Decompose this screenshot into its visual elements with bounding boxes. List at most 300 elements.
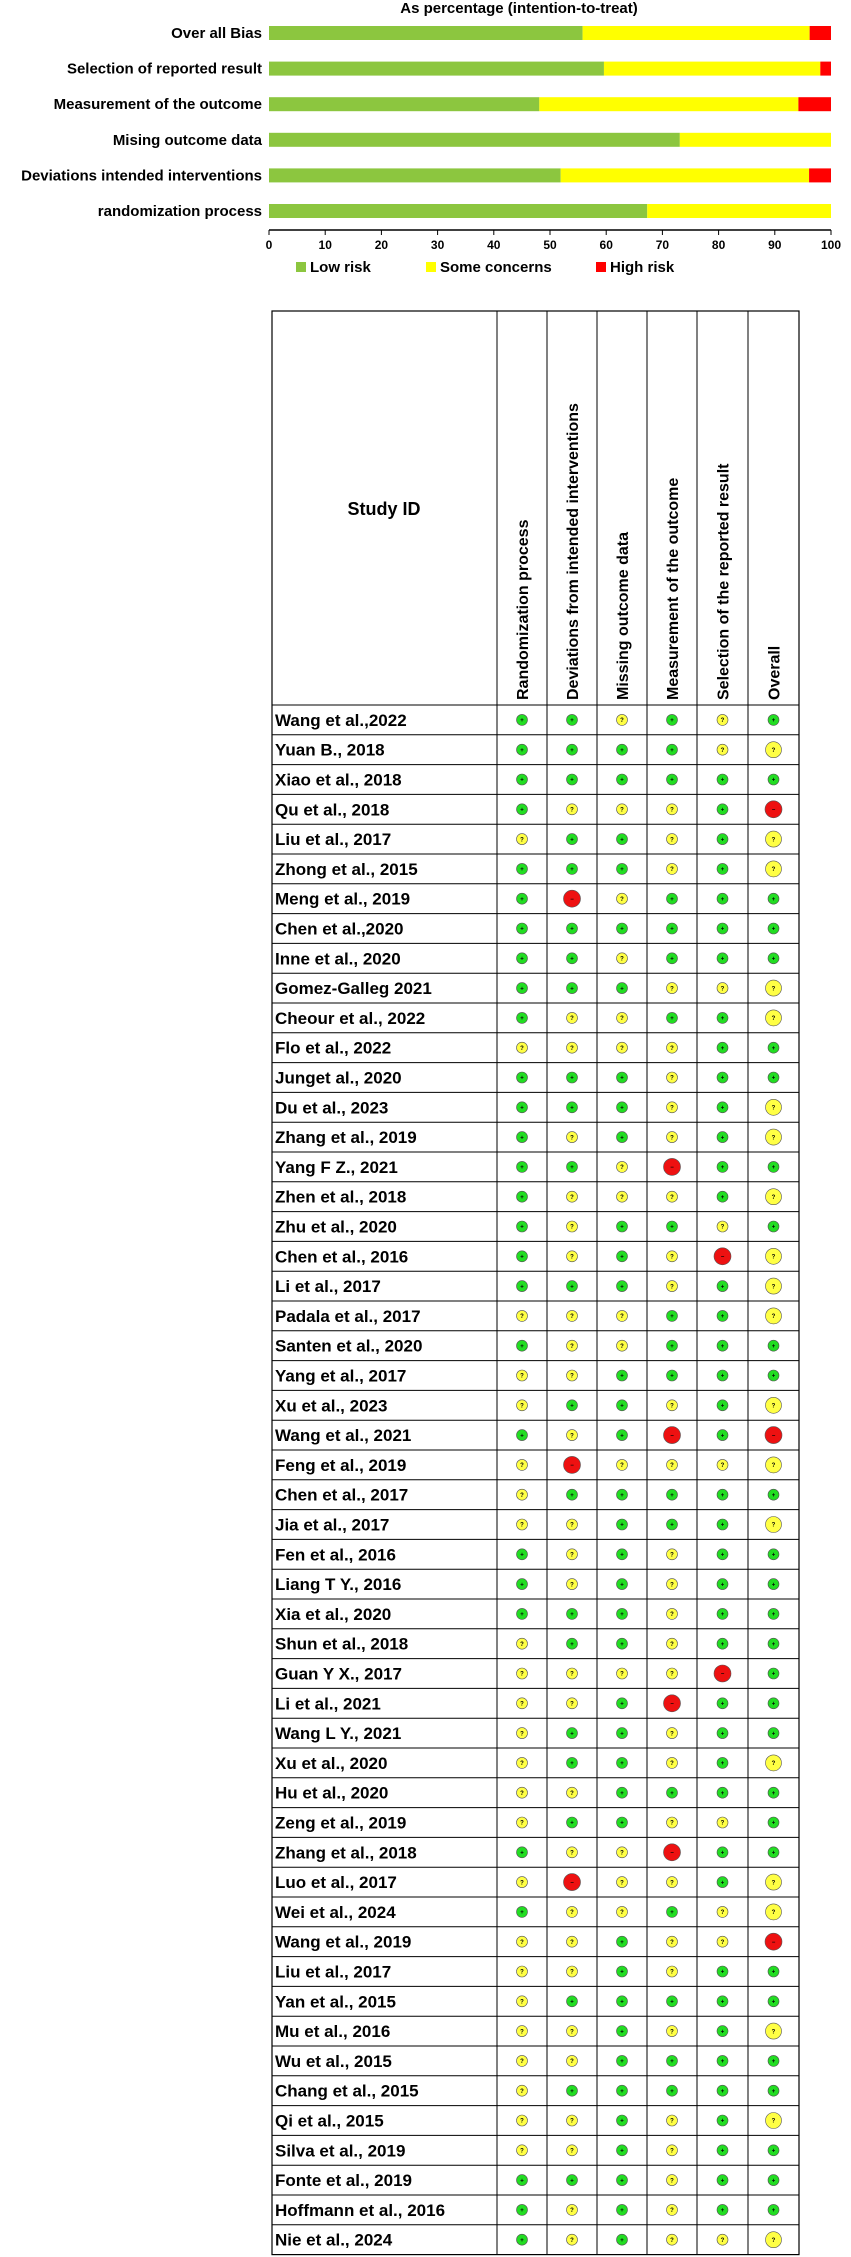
risk-symbol: + — [720, 1403, 725, 1410]
risk-symbol: + — [720, 837, 725, 844]
risk-symbol: ? — [620, 1671, 624, 1678]
risk-symbol: ? — [771, 1522, 776, 1529]
risk-symbol: + — [620, 2088, 624, 2095]
risk-symbol: + — [720, 1343, 725, 1350]
risk-symbol: ? — [620, 1194, 624, 1201]
risk-symbol: ? — [620, 1314, 624, 1321]
risk-symbol: ? — [570, 1135, 574, 1142]
risk-symbol: + — [570, 747, 574, 754]
risk-symbol: + — [771, 1552, 776, 1559]
risk-symbol: + — [620, 2059, 624, 2066]
domain-header: Randomization process — [515, 519, 532, 700]
risk-symbol: + — [520, 2178, 524, 2185]
risk-symbol: + — [620, 1254, 624, 1261]
risk-symbol: + — [620, 1552, 624, 1559]
risk-symbol: + — [720, 1075, 725, 1082]
risk-symbol: + — [520, 1254, 524, 1261]
risk-symbol: ? — [670, 2237, 674, 2244]
x-tick-label: 40 — [487, 238, 501, 252]
risk-symbol: + — [620, 1641, 624, 1648]
risk-symbol: + — [620, 1761, 624, 1768]
risk-symbol: + — [720, 956, 725, 963]
risk-symbol: ? — [771, 747, 776, 754]
risk-symbol: + — [520, 747, 524, 754]
risk-symbol: + — [720, 1194, 725, 1201]
study-id: Yang F Z., 2021 — [275, 1157, 398, 1177]
risk-symbol: + — [720, 1165, 725, 1172]
risk-symbol: + — [520, 1433, 524, 1440]
risk-symbol: ? — [670, 807, 674, 814]
risk-symbol: ? — [520, 1045, 524, 1052]
risk-symbol: ? — [771, 837, 776, 844]
risk-symbol: ? — [771, 1463, 776, 1470]
risk-symbol: ? — [620, 718, 624, 725]
risk-symbol: ? — [570, 1224, 574, 1231]
domain-header: Overall — [766, 645, 784, 700]
risk-symbol: ? — [771, 1761, 776, 1768]
risk-symbol: + — [670, 1224, 674, 1231]
legend-label: Low risk — [310, 259, 371, 276]
risk-symbol: + — [620, 1820, 624, 1827]
risk-symbol: ? — [771, 2029, 776, 2036]
risk-symbol: ? — [720, 1939, 725, 1946]
study-id: Yan et al., 2015 — [275, 1992, 396, 2012]
risk-symbol: + — [620, 1433, 624, 1440]
risk-symbol: ? — [771, 1284, 776, 1291]
risk-symbol: ? — [520, 1522, 524, 1529]
risk-symbol: + — [771, 1582, 776, 1589]
risk-symbol: + — [720, 2059, 725, 2066]
study-id: Xu et al., 2020 — [275, 1753, 388, 1773]
risk-symbol: ? — [670, 1820, 674, 1827]
risk-symbol: ? — [670, 1969, 674, 1976]
risk-symbol: + — [670, 926, 674, 933]
risk-symbol: ? — [620, 1165, 624, 1172]
risk-symbol: + — [720, 2118, 725, 2125]
risk-symbol: + — [771, 1999, 776, 2006]
study-id: Padala et al., 2017 — [275, 1306, 421, 1326]
x-tick-label: 30 — [430, 238, 445, 252]
risk-symbol: ? — [570, 2029, 574, 2036]
study-id: Zhang et al., 2019 — [275, 1128, 417, 1148]
risk-symbol: + — [620, 777, 624, 784]
risk-symbol: ? — [670, 2208, 674, 2215]
risk-symbol: + — [520, 1075, 524, 1082]
risk-symbol: ? — [670, 1105, 674, 1112]
risk-symbol: + — [771, 2088, 776, 2095]
category-label: Mising outcome data — [112, 131, 262, 149]
risk-symbol: + — [720, 1433, 725, 1440]
risk-symbol: ? — [670, 1641, 674, 1648]
risk-symbol: + — [570, 1492, 574, 1499]
risk-symbol: ? — [520, 1671, 524, 1678]
risk-symbol: + — [771, 1165, 776, 1172]
risk-symbol: + — [771, 1790, 776, 1797]
risk-symbol: + — [720, 777, 725, 784]
risk-symbol: + — [620, 2148, 624, 2155]
risk-symbol: + — [771, 1731, 776, 1738]
risk-symbol: ? — [520, 2118, 524, 2125]
risk-symbol: + — [520, 777, 524, 784]
study-id: Cheour et al., 2022 — [275, 1008, 426, 1028]
risk-symbol: + — [520, 807, 524, 814]
risk-symbol: + — [570, 1284, 574, 1291]
risk-symbol: + — [570, 2088, 574, 2095]
risk-symbol: + — [771, 777, 776, 784]
risk-symbol: + — [570, 1999, 574, 2006]
risk-symbol: + — [720, 1790, 725, 1797]
risk-symbol: + — [720, 1969, 725, 1976]
risk-symbol: ? — [570, 807, 574, 814]
risk-symbol: ? — [620, 1880, 624, 1887]
risk-symbol: ? — [620, 1850, 624, 1857]
risk-symbol: ? — [520, 1492, 524, 1499]
risk-symbol: + — [670, 1314, 674, 1321]
risk-symbol: ? — [570, 1701, 574, 1708]
risk-symbol: ? — [771, 1135, 776, 1142]
risk-symbol: ? — [570, 2237, 574, 2244]
category-label: Measurement of the outcome — [53, 96, 262, 114]
risk-symbol: + — [620, 2178, 624, 2185]
risk-symbol: + — [670, 896, 674, 903]
risk-symbol: + — [620, 1224, 624, 1231]
risk-symbol: ? — [570, 1850, 574, 1857]
study-id: Mu et al., 2016 — [275, 2022, 391, 2042]
risk-symbol: ? — [620, 1045, 624, 1052]
risk-symbol: + — [520, 1224, 524, 1231]
risk-symbol: + — [520, 1284, 524, 1291]
risk-symbol: − — [570, 1463, 574, 1470]
risk-symbol: + — [570, 1641, 574, 1648]
risk-symbol: + — [670, 1016, 674, 1023]
risk-symbol: − — [670, 1433, 674, 1440]
risk-symbol: ? — [670, 867, 674, 874]
risk-symbol: ? — [520, 1641, 524, 1648]
risk-symbol: + — [720, 1314, 725, 1321]
risk-symbol: ? — [771, 986, 776, 993]
risk-symbol: ? — [670, 1045, 674, 1052]
risk-symbol: ? — [620, 1910, 624, 1917]
study-id: Hu et al., 2020 — [275, 1783, 389, 1803]
risk-symbol: + — [620, 926, 624, 933]
risk-symbol: ? — [670, 1761, 674, 1768]
risk-symbol: ? — [670, 1880, 674, 1887]
risk-symbol: ? — [670, 1254, 674, 1261]
risk-symbol: + — [670, 1373, 674, 1380]
risk-symbol: + — [771, 718, 776, 725]
study-id: Wei et al., 2024 — [275, 1902, 396, 1922]
risk-symbol: ? — [520, 1314, 524, 1321]
study-id-header: Study ID — [347, 499, 421, 519]
domain-header: Deviations from intended interventions — [565, 403, 582, 700]
risk-symbol: − — [771, 807, 776, 814]
x-tick-label: 20 — [374, 238, 389, 252]
risk-symbol: ? — [720, 1224, 725, 1231]
risk-symbol: ? — [670, 1194, 674, 1201]
risk-symbol: + — [520, 867, 524, 874]
risk-symbol: + — [620, 1969, 624, 1976]
category-label: Selection of reported result — [66, 60, 262, 78]
study-id: Flo et al., 2022 — [275, 1038, 392, 1058]
risk-symbol: ? — [670, 2148, 674, 2155]
risk-symbol: + — [670, 2059, 674, 2066]
risk-symbol: + — [620, 2208, 624, 2215]
risk-symbol: + — [620, 1790, 624, 1797]
risk-symbol: ? — [570, 1194, 574, 1201]
risk-symbol: + — [771, 2148, 776, 2155]
risk-symbol: + — [771, 1671, 776, 1678]
study-id: Liu et al., 2017 — [275, 1962, 392, 1982]
risk-symbol: + — [720, 2208, 725, 2215]
risk-symbol: ? — [520, 837, 524, 844]
risk-symbol: + — [670, 747, 674, 754]
risk-symbol: + — [570, 956, 574, 963]
risk-symbol: ? — [670, 1552, 674, 1559]
risk-symbol: + — [520, 1165, 524, 1172]
risk-symbol: + — [570, 1165, 574, 1172]
study-id: Qu et al., 2018 — [275, 800, 390, 820]
risk-symbol: ? — [570, 2208, 574, 2215]
risk-symbol: + — [520, 2237, 524, 2244]
study-id: Chen et al., 2016 — [275, 1247, 409, 1267]
risk-symbol: ? — [670, 2029, 674, 2036]
risk-symbol: + — [670, 1910, 674, 1917]
risk-symbol: + — [520, 1910, 524, 1917]
risk-symbol: + — [620, 1731, 624, 1738]
study-id: Silva et al., 2019 — [275, 2141, 406, 2161]
risk-symbol: + — [520, 1016, 524, 1023]
risk-symbol: ? — [520, 1820, 524, 1827]
study-id: Xu et al., 2023 — [275, 1396, 388, 1416]
risk-symbol: ? — [771, 867, 776, 874]
risk-symbol: + — [520, 1135, 524, 1142]
study-id: Chen et al.,2020 — [275, 919, 404, 939]
risk-symbol: + — [620, 1701, 624, 1708]
risk-symbol: ? — [520, 2088, 524, 2095]
risk-symbol: + — [670, 956, 674, 963]
risk-symbol: ? — [771, 2118, 776, 2125]
risk-symbol: ? — [520, 1880, 524, 1887]
risk-symbol: + — [620, 837, 624, 844]
study-id: Feng et al., 2019 — [275, 1455, 407, 1475]
study-id: Qi et al., 2015 — [275, 2111, 384, 2131]
risk-symbol: + — [720, 1880, 725, 1887]
risk-symbol: + — [620, 1492, 624, 1499]
risk-symbol: + — [570, 926, 574, 933]
study-id: Li et al., 2017 — [275, 1277, 381, 1297]
risk-symbol: ? — [570, 2118, 574, 2125]
study-id: Inne et al., 2020 — [275, 949, 401, 969]
risk-symbol: − — [570, 896, 574, 903]
risk-symbol: + — [520, 896, 524, 903]
risk-symbol: ? — [570, 1433, 574, 1440]
risk-symbol: ? — [520, 2059, 524, 2066]
study-id: Hoffmann et al., 2016 — [275, 2200, 446, 2220]
risk-symbol: + — [520, 1105, 524, 1112]
risk-symbol: ? — [720, 1820, 725, 1827]
study-id: Nie et al., 2024 — [275, 2230, 393, 2250]
x-tick-label: 100 — [820, 238, 842, 252]
study-id: Wu et al., 2015 — [275, 2051, 392, 2071]
risk-symbol: + — [720, 926, 725, 933]
risk-symbol: ? — [520, 1761, 524, 1768]
risk-symbol: ? — [520, 2029, 524, 2036]
risk-symbol: + — [670, 1492, 674, 1499]
risk-symbol: ? — [720, 1910, 725, 1917]
risk-symbol: + — [570, 1731, 574, 1738]
risk-symbol: + — [771, 1820, 776, 1827]
domain-header: Missing outcome data — [615, 531, 632, 700]
study-id: Yuan B., 2018 — [275, 740, 385, 760]
risk-symbol: + — [720, 1552, 725, 1559]
risk-symbol: + — [720, 1761, 725, 1768]
category-label: randomization process — [97, 203, 262, 220]
risk-symbol: ? — [771, 1880, 776, 1887]
risk-symbol: + — [771, 1045, 776, 1052]
risk-symbol: + — [570, 718, 574, 725]
risk-symbol: ? — [670, 1075, 674, 1082]
risk-symbol: + — [620, 1939, 624, 1946]
x-tick-label: 0 — [265, 238, 273, 252]
study-id: Zhen et al., 2018 — [275, 1187, 407, 1207]
risk-symbol: + — [620, 1612, 624, 1619]
risk-symbol: + — [620, 1582, 624, 1589]
risk-symbol: + — [570, 1105, 574, 1112]
risk-symbol: ? — [570, 1522, 574, 1529]
risk-symbol: + — [520, 1194, 524, 1201]
risk-symbol: + — [771, 2059, 776, 2066]
risk-symbol: + — [620, 1403, 624, 1410]
risk-symbol: + — [670, 2088, 674, 2095]
domain-header: Selection of the reported result — [715, 463, 733, 700]
risk-symbol: + — [720, 1701, 725, 1708]
risk-symbol: + — [620, 986, 624, 993]
x-tick-label: 70 — [655, 238, 670, 252]
risk-symbol: + — [720, 1016, 725, 1023]
risk-symbol: + — [670, 1522, 674, 1529]
study-id: Chang et al., 2015 — [275, 2081, 419, 2101]
risk-symbol: + — [720, 1612, 725, 1619]
risk-symbol: ? — [670, 1612, 674, 1619]
study-id: Zhong et al., 2015 — [275, 859, 418, 879]
risk-symbol: ? — [620, 896, 624, 903]
study-id: Luo et al., 2017 — [275, 1873, 397, 1893]
risk-symbol: ? — [670, 2178, 674, 2185]
study-id: Yang et al., 2017 — [275, 1366, 407, 1386]
study-id: Junget al., 2020 — [275, 1068, 402, 1088]
risk-symbol: ? — [570, 1343, 574, 1350]
study-id: Fonte et al., 2019 — [275, 2171, 412, 2191]
risk-symbol: ? — [520, 1403, 524, 1410]
risk-symbol: + — [520, 1582, 524, 1589]
risk-symbol: + — [670, 1343, 674, 1350]
risk-symbol: + — [520, 1552, 524, 1559]
risk-symbol: ? — [670, 1463, 674, 1470]
risk-symbol: + — [720, 1105, 725, 1112]
domain-header: Measurement of the outcome — [665, 477, 682, 700]
risk-symbol: ? — [520, 1969, 524, 1976]
risk-symbol: + — [570, 1820, 574, 1827]
risk-symbol: ? — [720, 718, 725, 725]
risk-symbol: ? — [670, 2118, 674, 2125]
risk-symbol: + — [620, 2118, 624, 2125]
risk-symbol: + — [720, 1641, 725, 1648]
study-id: Liu et al., 2017 — [275, 830, 392, 850]
risk-symbol: ? — [570, 1314, 574, 1321]
risk-symbol: + — [720, 2088, 725, 2095]
risk-symbol: + — [570, 777, 574, 784]
study-id: Gomez-Galleg 2021 — [275, 979, 432, 999]
chart-title: As percentage (intention-to-treat) — [400, 0, 638, 17]
risk-symbol: ? — [570, 1254, 574, 1261]
risk-symbol: ? — [670, 1582, 674, 1589]
risk-symbol: + — [520, 1850, 524, 1857]
risk-symbol: + — [720, 1731, 725, 1738]
risk-symbol: + — [720, 1850, 725, 1857]
risk-symbol: + — [670, 1790, 674, 1797]
risk-symbol: + — [620, 747, 624, 754]
risk-symbol: + — [771, 956, 776, 963]
risk-symbol: + — [720, 1284, 725, 1291]
risk-symbol: − — [720, 1254, 725, 1261]
risk-symbol: ? — [670, 1671, 674, 1678]
risk-symbol: ? — [570, 1016, 574, 1023]
risk-symbol: ? — [570, 1939, 574, 1946]
study-id: Shun et al., 2018 — [275, 1634, 409, 1654]
risk-symbol: + — [670, 1999, 674, 2006]
risk-symbol: + — [620, 1075, 624, 1082]
study-id: Zhu et al., 2020 — [275, 1217, 397, 1237]
risk-symbol: ? — [670, 986, 674, 993]
study-id: Jia et al., 2017 — [275, 1515, 390, 1535]
study-id: Zeng et al., 2019 — [275, 1813, 407, 1833]
risk-symbol: + — [520, 986, 524, 993]
study-id: Xiao et al., 2018 — [275, 770, 402, 790]
risk-symbol: + — [620, 2237, 624, 2244]
risk-symbol: ? — [570, 1910, 574, 1917]
risk-symbol: ? — [570, 2148, 574, 2155]
risk-symbol: ? — [570, 2059, 574, 2066]
x-tick-label: 60 — [599, 238, 613, 252]
risk-symbol: ? — [720, 1463, 725, 1470]
x-tick-label: 90 — [768, 238, 782, 252]
risk-symbol: ? — [520, 1373, 524, 1380]
risk-symbol: + — [771, 1373, 776, 1380]
study-id: Wang et al., 2021 — [275, 1426, 412, 1446]
risk-symbol: + — [570, 1075, 574, 1082]
risk-symbol: + — [720, 2178, 725, 2185]
risk-symbol: + — [771, 1224, 776, 1231]
risk-symbol: + — [670, 777, 674, 784]
risk-symbol: + — [620, 1284, 624, 1291]
risk-symbol: ? — [670, 1403, 674, 1410]
risk-symbol: + — [520, 1343, 524, 1350]
risk-symbol: ? — [670, 1731, 674, 1738]
risk-symbol: + — [520, 926, 524, 933]
risk-symbol: + — [570, 867, 574, 874]
risk-symbol: ? — [771, 1105, 776, 1112]
risk-symbol: ? — [570, 1373, 574, 1380]
risk-symbol: + — [720, 807, 725, 814]
risk-symbol: ? — [771, 1314, 776, 1321]
risk-symbol: ? — [570, 1671, 574, 1678]
study-id: Wang L Y., 2021 — [275, 1724, 402, 1744]
risk-symbol: ? — [771, 2237, 776, 2244]
risk-symbol: + — [570, 986, 574, 993]
risk-symbol: ? — [520, 1731, 524, 1738]
risk-symbol: + — [720, 2029, 725, 2036]
risk-symbol: + — [520, 2208, 524, 2215]
